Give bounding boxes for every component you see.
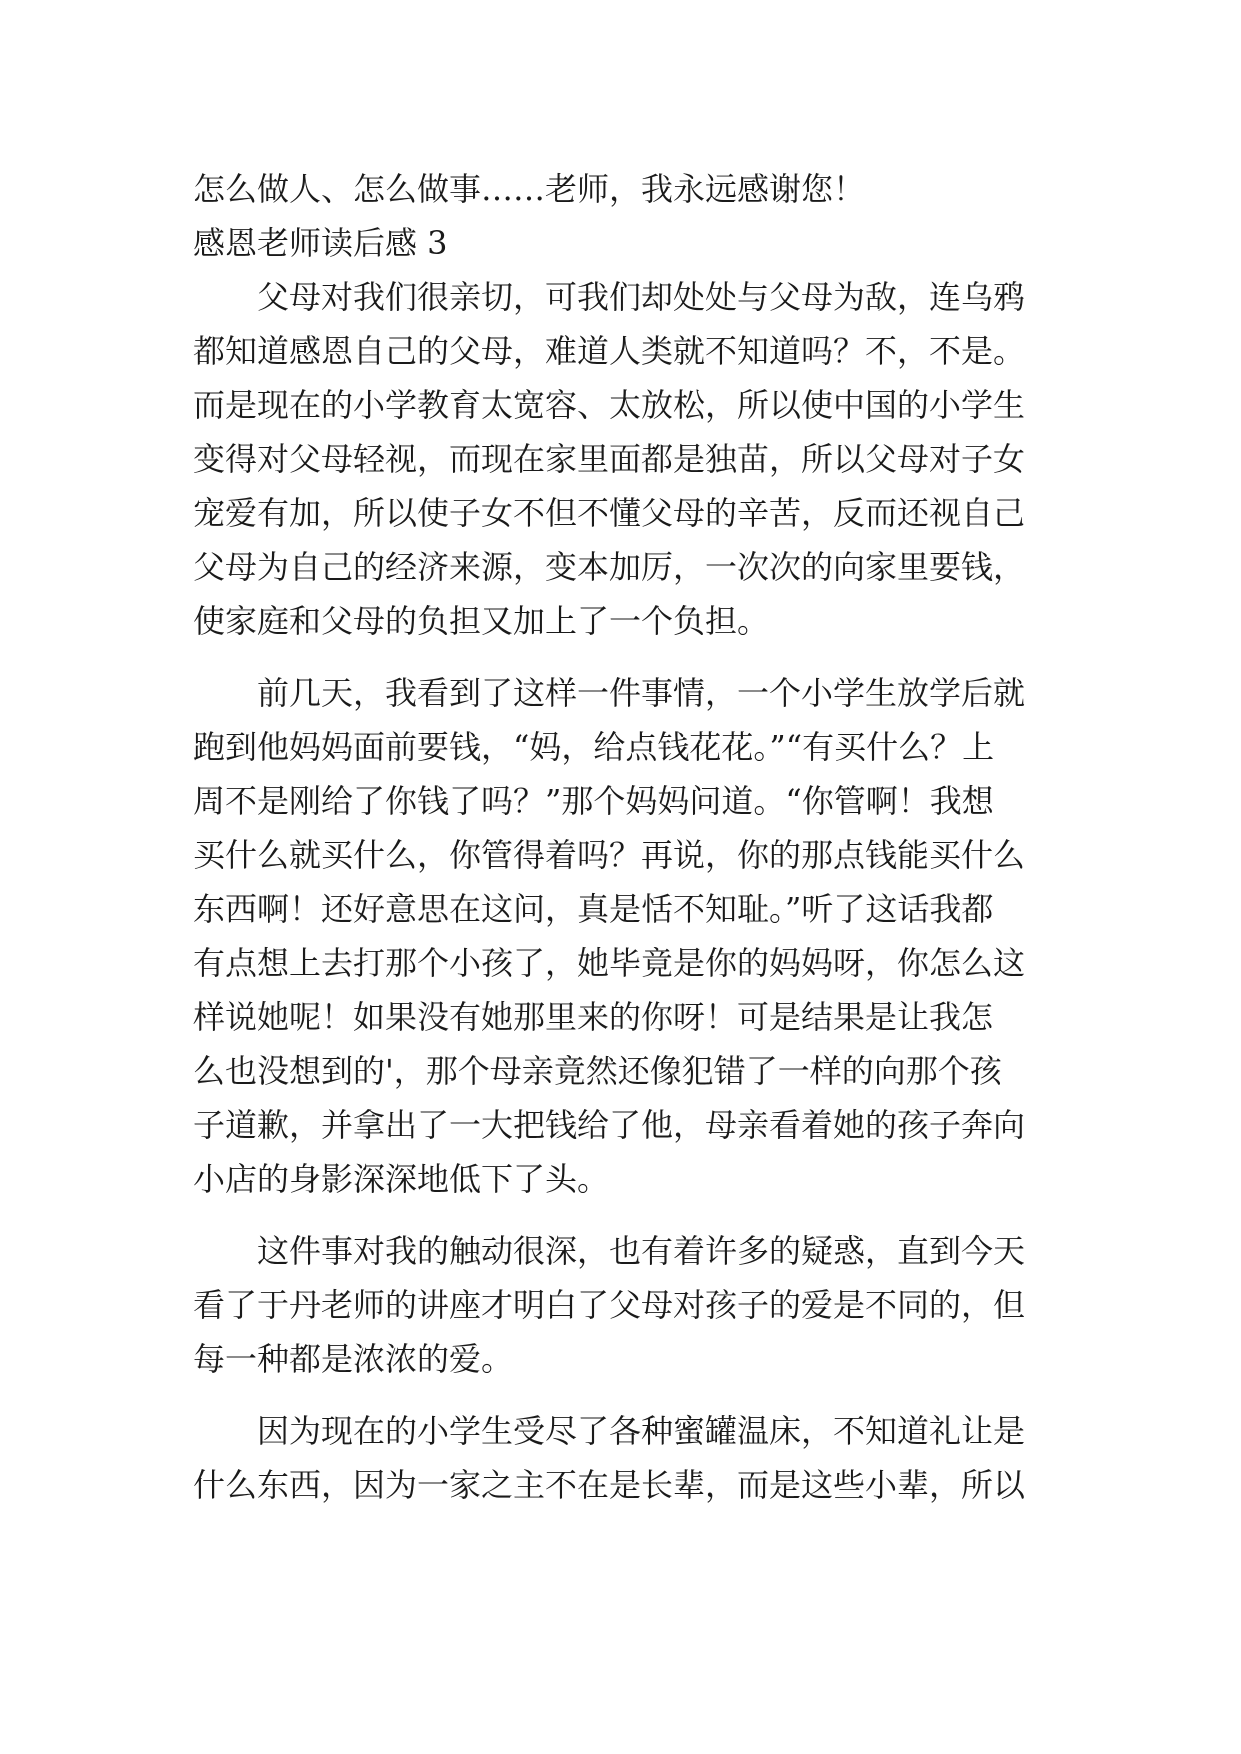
- paragraph-line: 而是现在的小学教育太宽容、太放松，所以使中国的小学生: [193, 386, 1026, 424]
- paragraph-line: 什么东西，因为一家之主不在是长辈，而是这些小辈，所以: [193, 1466, 1026, 1504]
- document-body: [193, 162, 1063, 1512]
- paragraph-line: 看了于丹老师的讲座才明白了父母对孩子的爱是不同的，但: [193, 1286, 1026, 1324]
- paragraph-line: 前几天，我看到了这样一件事情，一个小学生放学后就: [257, 674, 1026, 712]
- paragraph-4: [193, 1404, 1063, 1512]
- paragraph-line: 这件事对我的触动很深，也有着许多的疑惑，直到今天: [257, 1232, 1026, 1270]
- paragraph-line: 子道歉，并拿出了一大把钱给了他，母亲看着她的孩子奔向: [193, 1106, 1026, 1144]
- paragraph-gap: [193, 1386, 1063, 1404]
- paragraph-line: 宠爱有加，所以使子女不但不懂父母的辛苦，反而还视自己: [193, 494, 1026, 532]
- paragraph-line: 每一种都是浓浓的爱。: [193, 1340, 514, 1378]
- paragraph-line: 使家庭和父母的负担又加上了一个负担。: [193, 602, 770, 640]
- paragraph-line: 小店的身影深深地低下了头。: [193, 1160, 610, 1198]
- paragraph-line: 买什么就买什么，你管得着吗？再说，你的那点钱能买什么: [193, 836, 1026, 874]
- section-heading: 感恩老师读后感 3: [193, 224, 448, 262]
- paragraph-1: [193, 270, 1063, 648]
- paragraph-line: 父母对我们很亲切，可我们却处处与父母为敌，连乌鸦: [257, 278, 1026, 316]
- paragraph-line: 东西啊！还好意思在这问，真是恬不知耻。”听了这话我都: [193, 890, 994, 928]
- paragraph-line: 样说她呢！如果没有她那里来的你呀！可是结果是让我怎: [193, 998, 994, 1036]
- paragraph-line: 有点想上去打那个小孩了，她毕竟是你的妈妈呀，你怎么这: [193, 944, 1026, 982]
- paragraph-gap: [193, 1206, 1063, 1224]
- paragraph-line: 么也没想到的'，那个母亲竟然还像犯错了一样的向那个孩: [193, 1052, 1002, 1090]
- paragraph-line: 父母为自己的经济来源，变本加厉，一次次的向家里要钱，: [193, 548, 1026, 586]
- paragraph-line: 都知道感恩自己的父母，难道人类就不知道吗？不，不是。: [193, 332, 1026, 370]
- paragraph-2: [193, 666, 1063, 1206]
- paragraph-3: [193, 1224, 1063, 1386]
- paragraph-line: 变得对父母轻视，而现在家里面都是独苗，所以父母对子女: [193, 440, 1026, 478]
- paragraph-gap: [193, 648, 1063, 666]
- opening-line: 怎么做人、怎么做事……老师，我永远感谢您！: [193, 170, 866, 208]
- paragraph-line: 因为现在的小学生受尽了各种蜜罐温床，不知道礼让是: [257, 1412, 1026, 1450]
- paragraph-line: 跑到他妈妈面前要钱，“妈，给点钱花花。”“有买什么？上: [193, 728, 995, 766]
- paragraph-line: 周不是刚给了你钱了吗？”那个妈妈问道。“你管啊！我想: [193, 782, 994, 820]
